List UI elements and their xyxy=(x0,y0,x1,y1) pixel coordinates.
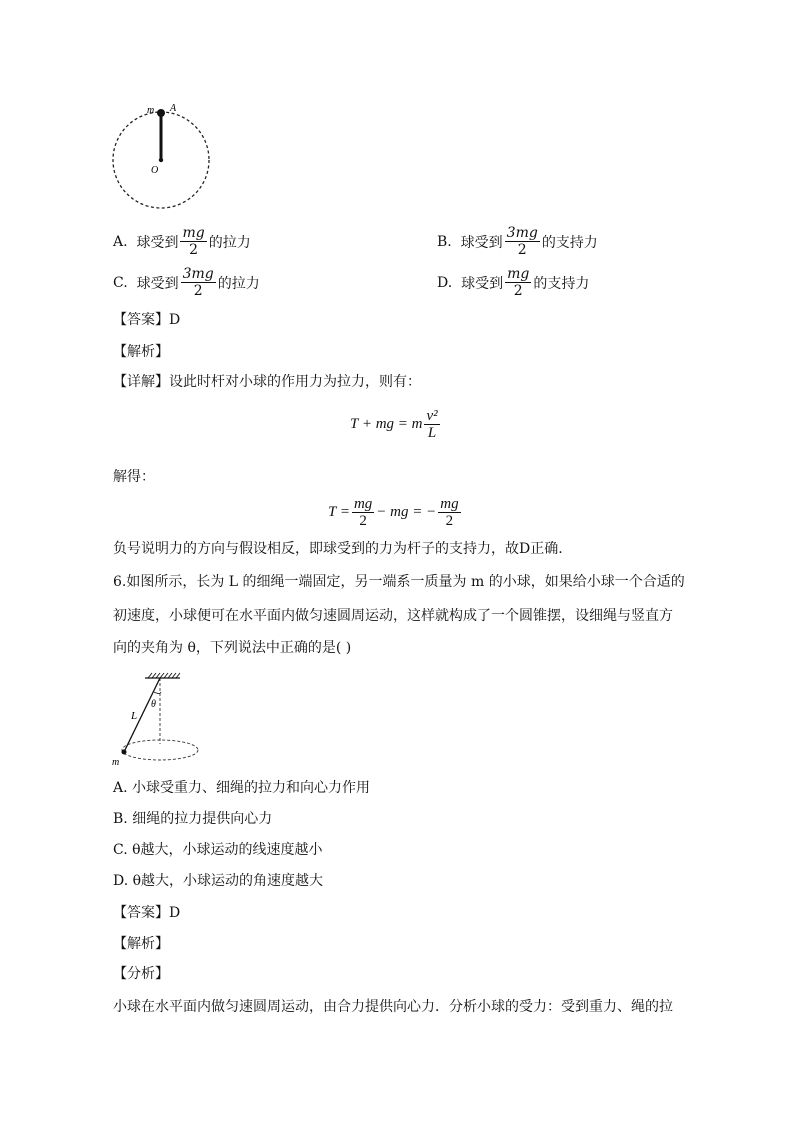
q5-answer: 【答案】D xyxy=(113,312,181,328)
pivot-O xyxy=(159,158,163,162)
q6-option-c: C. θ越大，小球运动的线速度越小 xyxy=(113,842,323,858)
label-m: m xyxy=(147,105,155,116)
equation-1: T + mg = m $\frac{\text{v²}}{L}$ xyxy=(350,408,438,441)
q5-option-b: B. 球受到 $\frac{3mg}{2}$ 的支持力 xyxy=(437,225,598,258)
label-A: A xyxy=(170,103,177,114)
q6-fenxi-text: 小球在水平面内做匀速圆周运动，由合力提供向心力．分析小球的受力：受到重力、绳的拉 xyxy=(113,999,673,1015)
label-theta: θ xyxy=(151,699,156,710)
q6-stem-line-1: 6.如图所示，长为 L 的细绳一端固定，另一端系一质量为 m 的小球，如果给小球一个合适的 xyxy=(113,574,685,590)
equation-2: T = $\frac{mg}{2}$ − mg = − $\frac{mg}{2}$ xyxy=(328,496,459,529)
q6-option-b: B. 细绳的拉力提供向心力 xyxy=(113,811,273,827)
q6-option-a: A. 小球受重力、细绳的拉力和向心力作用 xyxy=(113,780,371,796)
label-m: m xyxy=(112,757,120,768)
circle-rod-figure xyxy=(108,100,218,210)
q6-fenxi-label: 【分析】 xyxy=(113,966,169,982)
q5-conclusion: 负号说明力的方向与假设相反，即球受到的力为杆子的支持力，故D正确. xyxy=(113,541,563,557)
q5-option-d: D. 球受到 $\frac{mg}{2}$ 的支持力 xyxy=(437,266,590,299)
q6-analysis-label: 【解析】 xyxy=(113,936,169,952)
ball-A xyxy=(157,109,165,117)
q6-option-d: D. θ越大，小球运动的角速度越大 xyxy=(113,873,324,889)
pendulum-ball xyxy=(122,750,127,755)
q5-detail: 【详解】设此时杆对小球的作用力为拉力，则有： xyxy=(113,374,421,390)
q6-answer: 【答案】D xyxy=(113,905,181,921)
q5-option-c: C. 球受到 $\frac{3mg}{2}$ 的拉力 xyxy=(113,266,260,299)
label-L: L xyxy=(131,710,138,722)
conical-pendulum-figure xyxy=(110,672,200,772)
label-O: O xyxy=(151,165,159,176)
q6-stem-line-3: 向的夹角为 θ，下列说法中正确的是( ) xyxy=(113,640,352,656)
q5-option-a: A. 球受到 $\frac{mg}{2}$ 的拉力 xyxy=(113,225,251,258)
q6-stem-line-2: 初速度，小球便可在水平面内做匀速圆周运动，这样就构成了一个圆锥摆，设细绳与竖直方 xyxy=(113,608,673,624)
q5-analysis-label: 【解析】 xyxy=(113,344,169,360)
solve-label: 解得： xyxy=(113,469,155,485)
